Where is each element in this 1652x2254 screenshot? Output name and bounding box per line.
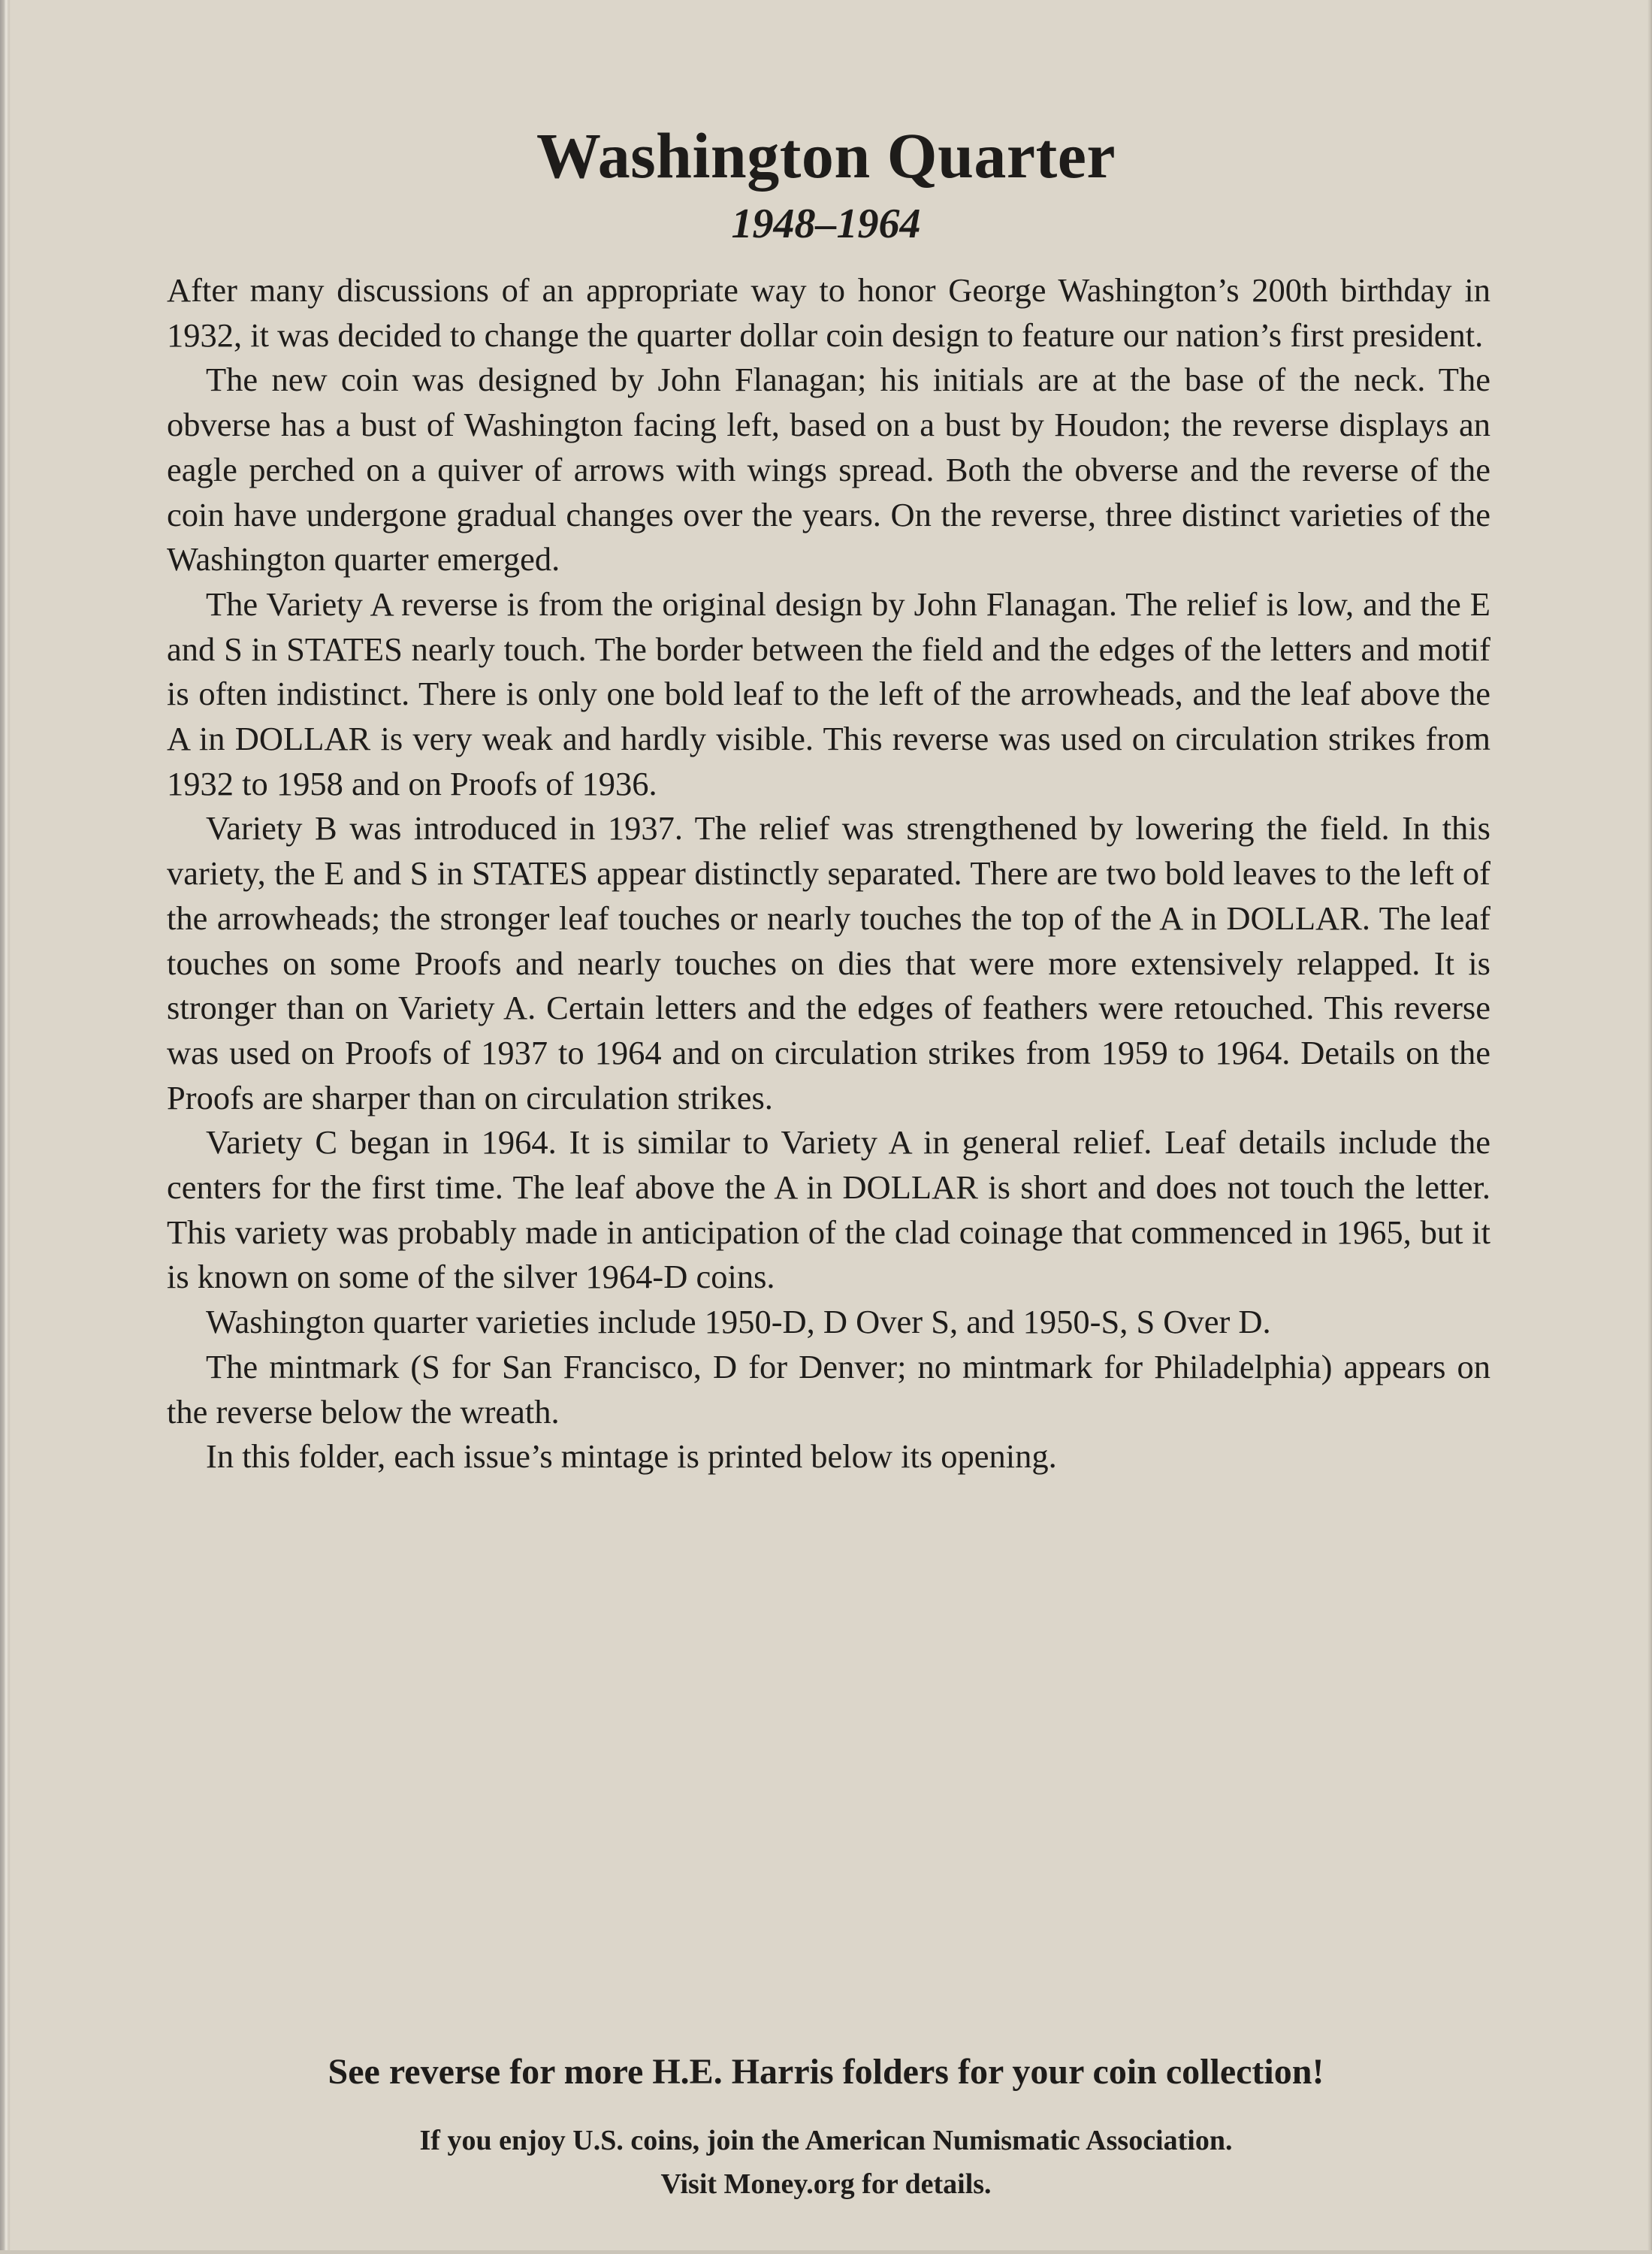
ana-notice-line-1: If you enjoy U.S. coins, join the American Numismatic Association. [419, 2125, 1233, 2156]
promo-line: See reverse for more H.E. Harris folders for your coin collection! [328, 2052, 1324, 2092]
ana-notice [0, 2119, 1652, 2206]
folder-right-edge [1647, 0, 1652, 2254]
paragraph-variety-b: Variety B was introduced in 1937. The relief was strengthened by lowering the field. In this variety, the E and S in STATES appear distinctly separated. There are two bold leaves to the left of the arrowheads; the stronger leaf touches or nearly touches the top of the A in DOLLAR. The leaf touches on some Proofs and nearly touches on dies that were more extensively relapped. It is stronger than on Variety A. Certain letters and the edges of feathers were retouched. This reverse was used on Proofs of 1937 to 1964 and on circulation strikes from 1959 to 1964. Details on the Proofs are sharper than on circulation strikes. [167, 809, 1490, 1116]
paragraph-mintmark: The mintmark (S for San Francisco, D for Denver; no mintmark for Philadelphia) appears on the reverse below the wreath. [167, 1347, 1490, 1431]
paragraph-variety-a: The Variety A reverse is from the original design by John Flanagan. The relief is low, and the E and S in STATES nearly touch. The border between the field and the edges of the letters and motif is often indistinct. There is only one bold leaf to the left of the arrowheads, and the leaf above the A in DOLLAR is very weak and hardly visible. This reverse was used on circulation strikes from 1932 to 1958 and on Proofs of 1936. [167, 585, 1490, 802]
paragraph-varieties-list: Washington quarter varieties include 1950-D, D Over S, and 1950-S, S Over D. [206, 1303, 1271, 1341]
paragraph-intro: After many discussions of an appropriate way to honor George Washington’s 200th birthday in 1932, it was decided to change the quarter dollar coin design to feature our nation’s first president. [167, 271, 1490, 354]
paragraph-variety-c: Variety C began in 1964. It is similar to Variety A in general relief. Leaf details include the centers for the first time. The leaf above the A in DOLLAR is short and does not touch the letter. This variety was probably made in anticipation of the clad coinage that commenced in 1965, but it is known on some of the silver 1964-D coins. [167, 1123, 1490, 1296]
paragraph-mintage-note: In this folder, each issue’s mintage is printed below its opening. [206, 1437, 1057, 1476]
date-range-subtitle: 1948–1964 [731, 201, 921, 247]
page-title: Washington Quarter [536, 119, 1116, 192]
paragraph-design: The new coin was designed by John Flanagan; his initials are at the base of the neck. The obverse has a bust of Washington facing left, based on a bust by Houdon; the reverse displays an eagle perched on a quiver of arrows with wings spread. Both the obverse and the reverse of the coin have undergone gradual changes over the years. On the reverse, three distinct varieties of the Washington quarter emerged. [167, 361, 1490, 579]
folder-left-edge [0, 0, 11, 2254]
ana-notice-line-2: Visit Money.org for details. [660, 2168, 992, 2200]
body-text [167, 268, 1490, 1479]
folder-bottom-edge [0, 2250, 1652, 2254]
